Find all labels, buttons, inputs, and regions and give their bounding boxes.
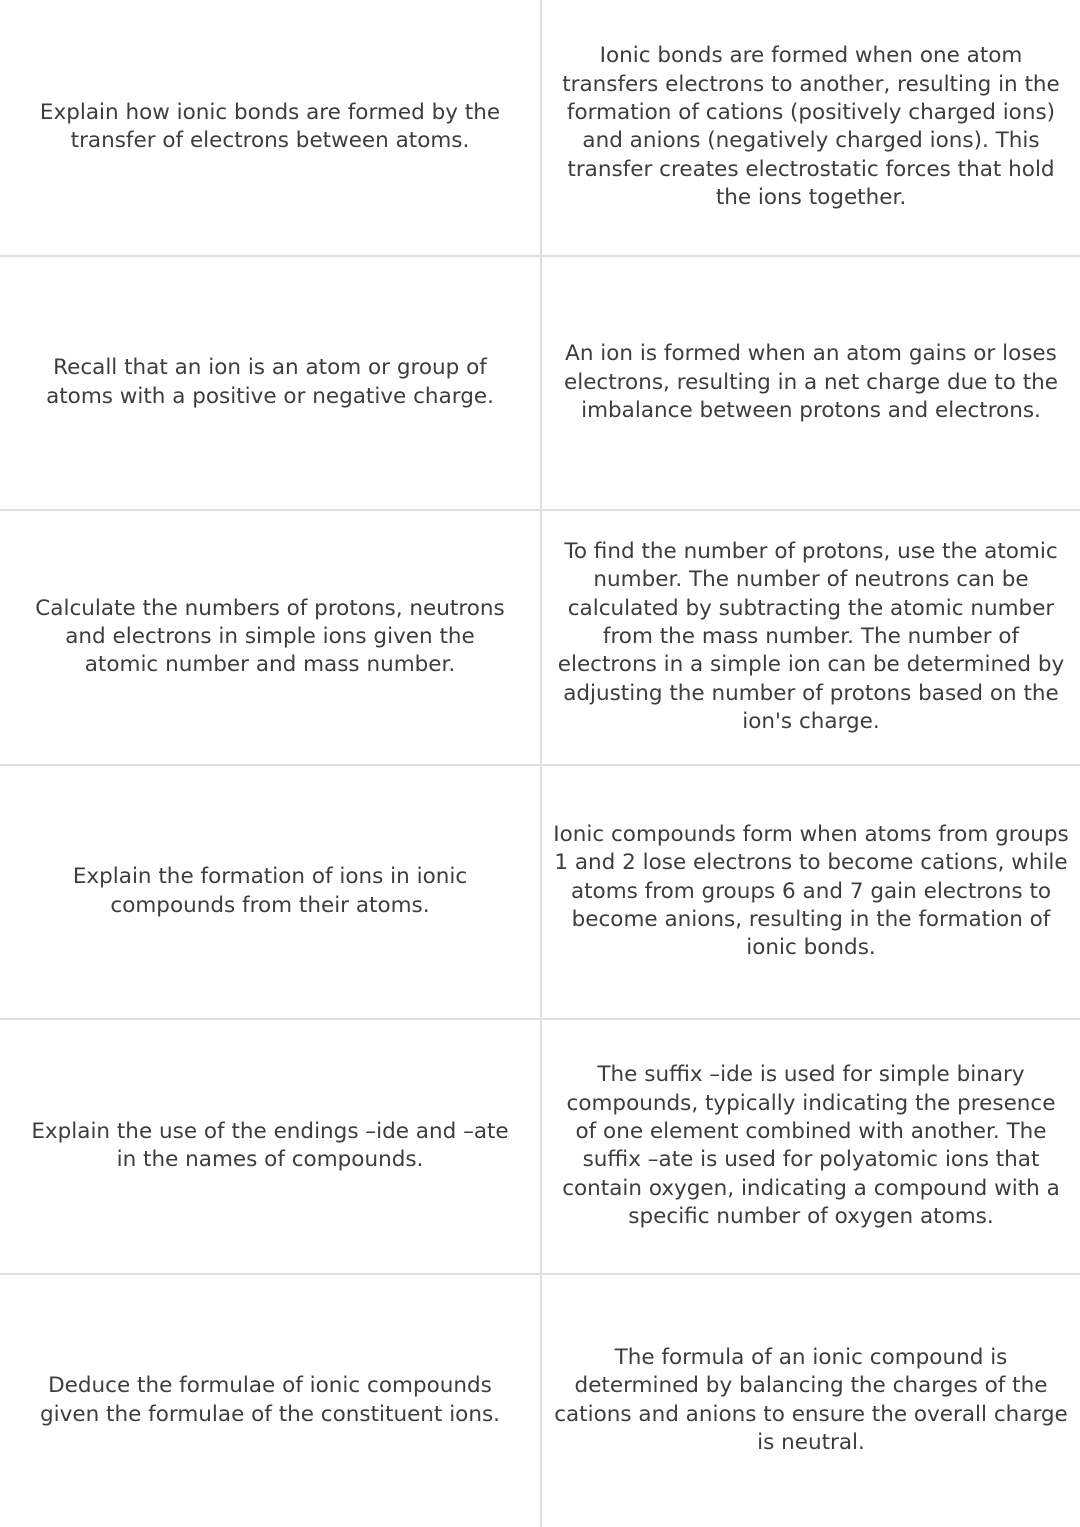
objective-text: Calculate the numbers of protons, neutrons and electrons in simple ions given the atomic number and mass number.	[35, 595, 505, 678]
answer-cell	[540, 0, 1080, 255]
answer-text: The suffix –ide is used for simple binary compounds, typically indicating the presence of one element combined with another. The suffix –ate is used for polyatomic ions that contain oxygen, indicating a compound with a specific number of oxygen atoms.	[562, 1062, 1060, 1229]
objective-cell	[0, 764, 540, 1019]
answer-text: To find the number of protons, use the atomic number. The number of neutrons can be calculated by subtracting the atomic number from the mass number. The number of electrons in a simple ion can be determined by adjusting the number of protons based on the ion's charge.	[557, 538, 1065, 735]
objective-text: Explain how ionic bonds are formed by the transfer of electrons between atoms.	[39, 99, 501, 154]
objective-text: Deduce the formulae of ionic compounds given the formulae of the constituent ions.	[40, 1373, 500, 1427]
answer-text: Ionic compounds form when atoms from groups 1 and 2 lose electrons to become cations, while atoms from groups 6 and 7 gain electrons to become anions, resulting in the formation of ionic bonds.	[553, 821, 1069, 961]
objective-cell	[0, 1018, 540, 1273]
objective-cell	[0, 255, 540, 510]
answer-cell	[540, 1273, 1080, 1527]
answer-text: An ion is formed when an atom gains or loses electrons, resulting in a net charge due to the imbalance between protons and electrons.	[564, 341, 1058, 423]
answer-text: Ionic bonds are formed when one atom transfers electrons to another, resulting in the formation of cations (positively charged ions) and anions (negatively charged ions). This transfer creates electrostatic forces that hold the ions together.	[562, 43, 1060, 210]
answer-cell	[540, 255, 1080, 510]
objective-text: Recall that an ion is an atom or group of atoms with a positive or negative charge.	[46, 355, 494, 409]
objective-text: Explain the use of the endings –ide and –ate in the names of compounds.	[31, 1118, 509, 1173]
answer-text: The formula of an ionic compound is determined by balancing the charges of the cations and anions to ensure the overall charge is neutral.	[554, 1345, 1068, 1456]
objective-cell	[0, 0, 540, 255]
answer-cell	[540, 764, 1080, 1019]
objective-cell	[0, 1273, 540, 1527]
objective-cell	[0, 509, 540, 764]
answer-cell	[540, 1018, 1080, 1273]
objective-text: Explain the formation of ions in ionic compounds from their atoms.	[72, 864, 468, 918]
answer-cell	[540, 509, 1080, 764]
